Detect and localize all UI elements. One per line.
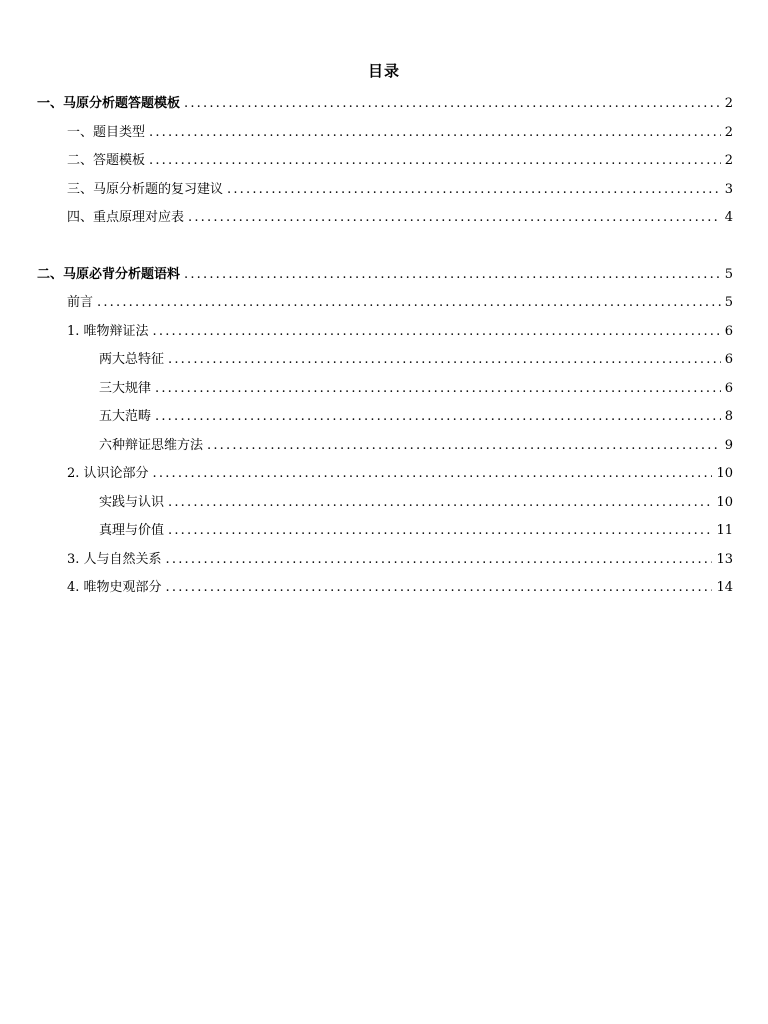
toc-entry[interactable] xyxy=(37,147,733,176)
toc-entry-label: 1. 唯物辩证法 xyxy=(67,323,149,339)
table-of-contents xyxy=(37,90,733,603)
toc-entry[interactable] xyxy=(37,432,733,461)
toc-entry-page: 6 xyxy=(724,323,733,339)
dot-leader xyxy=(168,517,712,545)
toc-entry-label: 真理与价值 xyxy=(99,523,165,538)
toc-entry-label: 二、马原必背分析题语料 xyxy=(37,266,181,282)
toc-entry-page: 11 xyxy=(716,523,733,538)
toc-entry-page: 13 xyxy=(716,551,733,567)
toc-entry[interactable] xyxy=(37,176,733,205)
dot-leader xyxy=(149,119,721,147)
dot-leader xyxy=(153,460,713,488)
toc-entry[interactable] xyxy=(37,574,733,603)
toc-entry-label: 实践与认识 xyxy=(99,494,165,510)
toc-entry-label: 三、马原分析题的复习建议 xyxy=(67,181,224,197)
toc-entry[interactable] xyxy=(37,460,733,489)
toc-entry[interactable] xyxy=(37,119,733,148)
toc-entry-label: 三大规律 xyxy=(99,380,152,396)
toc-entry-label: 2. 认识论部分 xyxy=(67,466,149,481)
dot-leader xyxy=(97,289,721,317)
toc-entry-page: 5 xyxy=(724,266,733,282)
toc-entry-page: 10 xyxy=(716,494,733,510)
toc-entry-label: 四、重点原理对应表 xyxy=(67,210,185,225)
toc-entry-label: 前言 xyxy=(67,295,94,310)
toc-entry-page: 3 xyxy=(724,181,733,197)
dot-leader xyxy=(168,489,712,517)
toc-entry-page: 10 xyxy=(716,466,733,481)
toc-entry-label: 六种辩证思维方法 xyxy=(99,437,204,453)
toc-entry-page: 8 xyxy=(724,409,733,424)
toc-entry-page: 4 xyxy=(724,210,733,225)
dot-leader xyxy=(184,90,721,118)
toc-entry[interactable] xyxy=(37,546,733,575)
dot-leader xyxy=(153,318,721,346)
toc-entry-label: 3. 人与自然关系 xyxy=(67,551,162,567)
dot-leader xyxy=(166,574,713,602)
toc-entry-page: 2 xyxy=(724,124,733,140)
toc-entry-page: 2 xyxy=(724,153,733,168)
dot-leader xyxy=(184,261,721,289)
toc-entry-label: 4. 唯物史观部分 xyxy=(67,580,162,595)
toc-entry-page: 14 xyxy=(716,580,733,595)
dot-leader xyxy=(188,204,721,232)
toc-entry[interactable] xyxy=(37,289,733,318)
toc-entry[interactable] xyxy=(37,517,733,546)
dot-leader xyxy=(166,546,713,574)
dot-leader xyxy=(155,403,721,431)
toc-entry-page: 6 xyxy=(724,352,733,367)
dot-leader xyxy=(155,375,721,403)
toc-entry[interactable] xyxy=(37,346,733,375)
toc-entry-section-2[interactable] xyxy=(37,261,733,290)
dot-leader xyxy=(207,432,721,460)
toc-entry-label: 一、题目类型 xyxy=(67,124,146,140)
toc-entry-page: 6 xyxy=(724,380,733,396)
toc-entry-page: 2 xyxy=(724,96,733,111)
toc-entry-section-1[interactable] xyxy=(37,90,733,119)
toc-entry[interactable] xyxy=(37,204,733,233)
toc-entry-page: 9 xyxy=(724,437,733,453)
dot-leader xyxy=(227,176,721,204)
toc-entry-page: 5 xyxy=(724,295,733,310)
toc-entry-label: 五大范畴 xyxy=(99,409,152,424)
toc-entry[interactable] xyxy=(37,375,733,404)
toc-entry-label: 二、答题模板 xyxy=(67,153,146,168)
toc-entry[interactable] xyxy=(37,403,733,432)
dot-leader xyxy=(149,147,721,175)
toc-entry-label: 一、马原分析题答题模板 xyxy=(37,96,181,111)
dot-leader xyxy=(168,346,721,374)
toc-entry-label: 两大总特征 xyxy=(99,352,165,367)
toc-entry[interactable] xyxy=(37,489,733,518)
toc-title: 目录 xyxy=(367,62,400,80)
toc-entry[interactable] xyxy=(37,318,733,347)
